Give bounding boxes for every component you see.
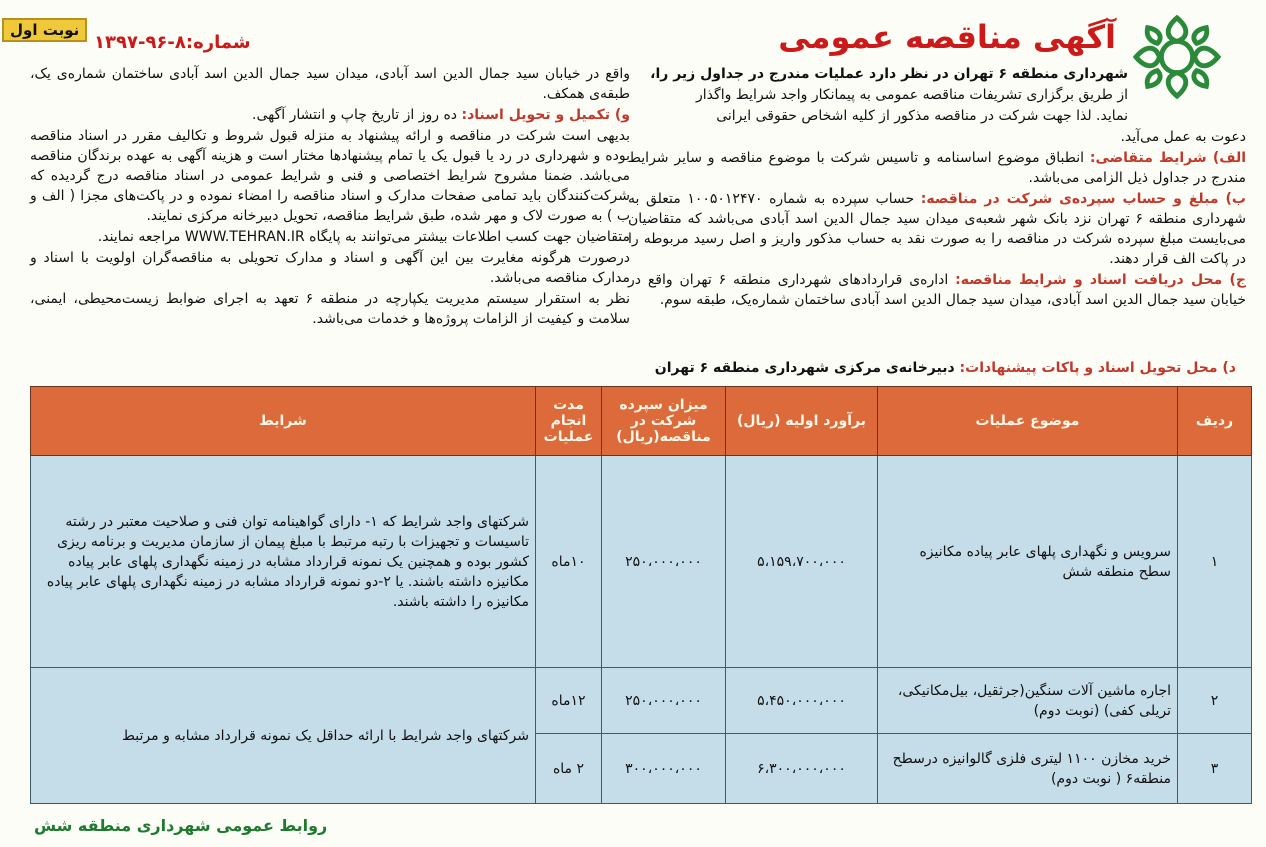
operation-subject: سرویس و نگهداری پلهای عابر پیاده مکانیزه سطح منطقه شش	[878, 456, 1178, 668]
address-text: واقع در خیابان سید جمال الدین اسد آبادی، میدان سید جمال الدین اسد آبادی ساختمان شماره‌ی یک، طبقه‌ی همکف.	[30, 66, 630, 102]
section-d	[655, 360, 1236, 376]
section-text: اداره‌ی قراردادهای شهرداری منطقه ۶ تهران واقع در خیابان سید جمال الدین اسد آبادی، میدان سید جمال الدین اسد آبادی ساختمان شماره‌یک، طبقه سوم.	[628, 272, 1246, 308]
deposit-amount: ۲۵۰،۰۰۰،۰۰۰	[602, 668, 726, 734]
intro-line: شهرداری منطقه ۶ تهران در نظر دارد عملیات مندرج در جداول زیر را،	[650, 66, 1128, 82]
intro	[628, 64, 1128, 126]
table-row	[31, 668, 1252, 734]
section-text: انطباق موضوع اساسنامه و تاسیس شرکت با موضوع مناقصه و سایر شرایط مندرج در جداول ذیل الزامی می‌باشد.	[628, 150, 1246, 186]
section-heading: الف) شرایط متقاضی:	[1089, 150, 1247, 166]
hse-paragraph: نظر به استقرار سیستم مدیریت یکپارچه در منطقه ۶ تعهد به اجرای ضوابط زیست‌محیطی، ایمنی، سلامت و کیفیت از الزامات پروژه‌ها و خدمات می‌باشد.	[30, 291, 630, 327]
initial-estimate: ۵،۱۵۹،۷۰۰،۰۰۰	[726, 456, 878, 668]
operation-subject: اجاره ماشین آلات سنگین(جرثقیل، بیل‌مکانیکی، تریلی کفی) (نوبت دوم)	[878, 668, 1178, 734]
conditions: شرکتهای واجد شرایط که ۱- دارای گواهینامه توان فنی و صلاحیت معتبر در رشته تاسیسات و تجهیزات با رتبه مرتبط با مبلغ پیمان از سازمان مدیریت و برنامه ریزی کشور بوده و همچنین یک نمونه قرارداد مشابه در زمینه نگهداری پلهای عابر پیاده مکانیزه داشته باشند. یا ۲-دو نمونه قرارداد مشابه در زمینه نگهداری پلهای عابر پیاده مکانیزه را داشته باشند.	[31, 456, 536, 668]
intro-line: نماید. لذا جهت شرکت در مناقصه مذکور از کلیه اشخاص حقوقی ایرانی	[716, 108, 1128, 124]
section-heading: و) تکمیل و تحویل اسناد:	[461, 107, 630, 123]
operation-subject: خرید مخازن ۱۱۰۰ لیتری فلزی گالوانیزه درسطح منطقه۶ ( نوبت دوم)	[878, 734, 1178, 804]
footer-signature: روابط عمومی شهرداری منطقه شش	[34, 816, 328, 835]
header-duration: مدت انجام عملیات	[536, 387, 602, 456]
terms-paragraph: بدیهی است شرکت در مناقصه و ارائه پیشنهاد به منزله قبول شروط و تکالیف مقرر در اسناد مناقصه بوده و شهرداری در رد یا قبول یک یا تمام پیشنهادها مختار است و هزینه آگهی به عهده برندگان مناقصه می‌باشد. ضمنا مشروح شرایط اختصاصی و فنی و شرایط عمومی در اسناد مناقصه درج گردیده که شرکت‌کنندگان باید تمامی صفحات مدارک و اسناد مناقصه را امضاء نموده و در پاکت‌های مجزا ( الف و ب ) به صورت لاک و مهر شده، طبق شرایط مناقصه، تحویل دبیرخانه مرکزی نمایند.	[30, 128, 630, 224]
section-text: ده روز از تاریخ چاپ و انتشار آگهی.	[252, 107, 458, 123]
deposit-amount: ۳۰۰،۰۰۰،۰۰۰	[602, 734, 726, 804]
intro-line: از طریق برگزاری تشریفات مناقصه عمومی به پیمانکار واجد شرایط واگذار	[696, 87, 1128, 103]
row-number: ۲	[1178, 668, 1252, 734]
section-completion	[30, 105, 630, 125]
notice-number: شماره:۸-۹۶-۱۳۹۷	[94, 32, 251, 53]
right-column	[628, 64, 1246, 311]
section-text: دبیرخانه‌ی مرکزی شهرداری منطقه ۶ تهران	[654, 360, 955, 376]
intro-line: دعوت به عمل می‌آید.	[1120, 129, 1246, 145]
left-column	[30, 64, 630, 330]
table-header-row	[31, 387, 1252, 456]
header-subject: موضوع عملیات	[878, 387, 1178, 456]
operations-table	[30, 386, 1252, 804]
section-text: حساب سپرده به شماره ۱۰۰۵۰۱۲۴۷۰ متعلق به شهرداری منطقه ۶ تهران نزد بانک شهر شعبه‌ی میدان سید جمال الدین اسد آبادی می‌باشد که متقاضیان می‌بایست مبلغ سپرده شرکت در مناقصه را به صورت نقد به حساب مذکور واریز و اصل رسید مربوطه را در پاکت الف قرار دهند.	[628, 191, 1246, 267]
row-number: ۱	[1178, 456, 1252, 668]
header-conditions: شرایط	[31, 387, 536, 456]
priority-paragraph: درصورت هرگونه مغایرت بین این آگهی و اسناد و مدارک تحویلی به مناقصه‌گران اولویت با اسناد و مدارک مناقصه می‌باشد.	[30, 250, 630, 286]
edition-badge: نوبت اول	[2, 18, 87, 42]
section-heading: د) محل تحویل اسناد و پاکات پیشنهادات:	[959, 360, 1236, 376]
duration: ۱۲ماه	[536, 668, 602, 734]
section-a	[628, 148, 1246, 188]
row-number: ۳	[1178, 734, 1252, 804]
duration: ۱۰ماه	[536, 456, 602, 668]
table-row	[31, 456, 1252, 668]
deposit-amount: ۲۵۰،۰۰۰،۰۰۰	[602, 456, 726, 668]
initial-estimate: ۶،۳۰۰،۰۰۰،۰۰۰	[726, 734, 878, 804]
header-estimate: برآورد اولیه (ریال)	[726, 387, 878, 456]
header-row-no: ردیف	[1178, 387, 1252, 456]
section-heading: ج) محل دریافت اسناد و شرایط مناقصه:	[955, 272, 1247, 288]
header-deposit: میزان سپرده شرکت در مناقصه(ریال)	[602, 387, 726, 456]
section-heading: ب) مبلغ و حساب سپرده‌ی شرکت در مناقصه:	[920, 191, 1246, 207]
shared-conditions: شرکتهای واجد شرایط با ارائه حداقل یک نمونه قرارداد مشابه و مرتبط	[31, 668, 536, 804]
notice-title: آگهی مناقصه عمومی	[778, 18, 1116, 56]
section-c	[628, 270, 1246, 310]
website-paragraph: متقاضیان جهت کسب اطلاعات بیشتر می‌توانند به پایگاه WWW.TEHRAN.IR مراجعه نمایند.	[97, 229, 630, 245]
section-b	[628, 189, 1246, 269]
initial-estimate: ۵،۴۵۰،۰۰۰،۰۰۰	[726, 668, 878, 734]
duration: ۲ ماه	[536, 734, 602, 804]
